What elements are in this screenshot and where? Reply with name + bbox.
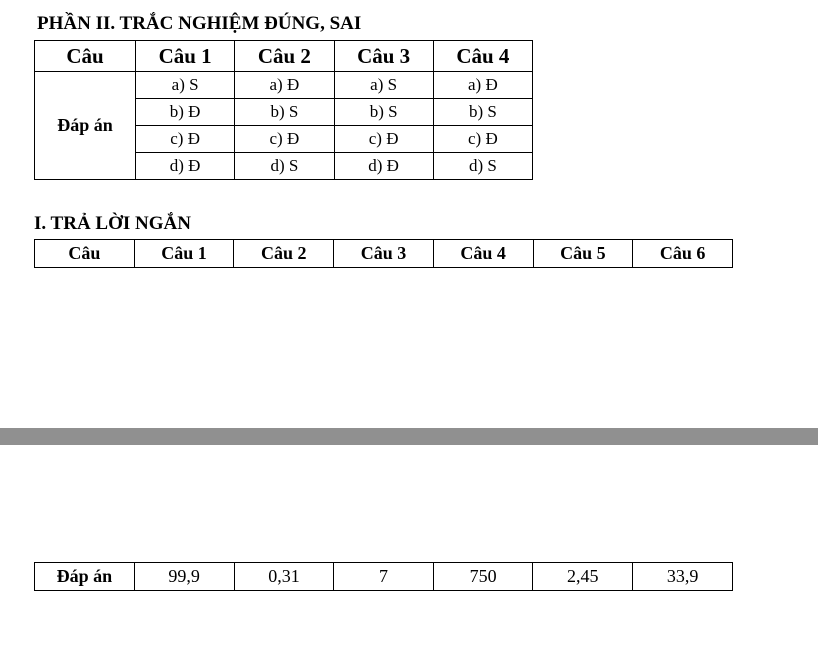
short-answer-header-table (34, 239, 733, 268)
short-answer-values-table (34, 562, 733, 591)
table-header-row (35, 41, 533, 72)
answer-cell: 750 (433, 563, 533, 591)
true-false-answer-table (34, 40, 533, 180)
header-cell: Câu 4 (433, 41, 532, 72)
answer-cell: b) S (235, 99, 334, 126)
answer-cell: d) Đ (334, 153, 433, 180)
header-cell: Câu 6 (633, 240, 733, 268)
header-cell: Câu 1 (136, 41, 235, 72)
answer-cell: c) Đ (136, 126, 235, 153)
answer-cell: d) S (433, 153, 532, 180)
answer-cell: a) Đ (433, 72, 532, 99)
header-cell: Câu (35, 240, 135, 268)
answer-cell: b) Đ (136, 99, 235, 126)
page-divider (0, 428, 818, 445)
answer-cell: c) Đ (433, 126, 532, 153)
header-cell: Câu 3 (334, 240, 434, 268)
answer-cell: 7 (334, 563, 433, 591)
answer-cell: d) S (235, 153, 334, 180)
table-row (35, 563, 733, 591)
answer-cell: b) S (334, 99, 433, 126)
header-cell: Câu 2 (235, 41, 334, 72)
header-cell: Câu 4 (433, 240, 533, 268)
answer-cell: c) Đ (235, 126, 334, 153)
header-cell: Câu (35, 41, 136, 72)
row-label: Đáp án (35, 72, 136, 180)
part3-heading: I. TRẢ LỜI NGẮN (34, 213, 191, 234)
answer-cell: a) Đ (235, 72, 334, 99)
answer-cell: 2,45 (533, 563, 633, 591)
answer-cell: 0,31 (234, 563, 334, 591)
answer-cell: b) S (433, 99, 532, 126)
header-cell: Câu 5 (533, 240, 633, 268)
header-cell: Câu 3 (334, 41, 433, 72)
header-cell: Câu 2 (234, 240, 334, 268)
answer-cell: d) Đ (136, 153, 235, 180)
table-header-row (35, 240, 733, 268)
answer-cell: c) Đ (334, 126, 433, 153)
answer-cell: a) S (136, 72, 235, 99)
row-label: Đáp án (35, 563, 135, 591)
answer-cell: 33,9 (633, 563, 733, 591)
answer-cell: a) S (334, 72, 433, 99)
answer-cell: 99,9 (134, 563, 234, 591)
part2-heading: PHẦN II. TRẮC NGHIỆM ĐÚNG, SAI (37, 13, 362, 34)
table-row (35, 72, 533, 99)
header-cell: Câu 1 (134, 240, 234, 268)
